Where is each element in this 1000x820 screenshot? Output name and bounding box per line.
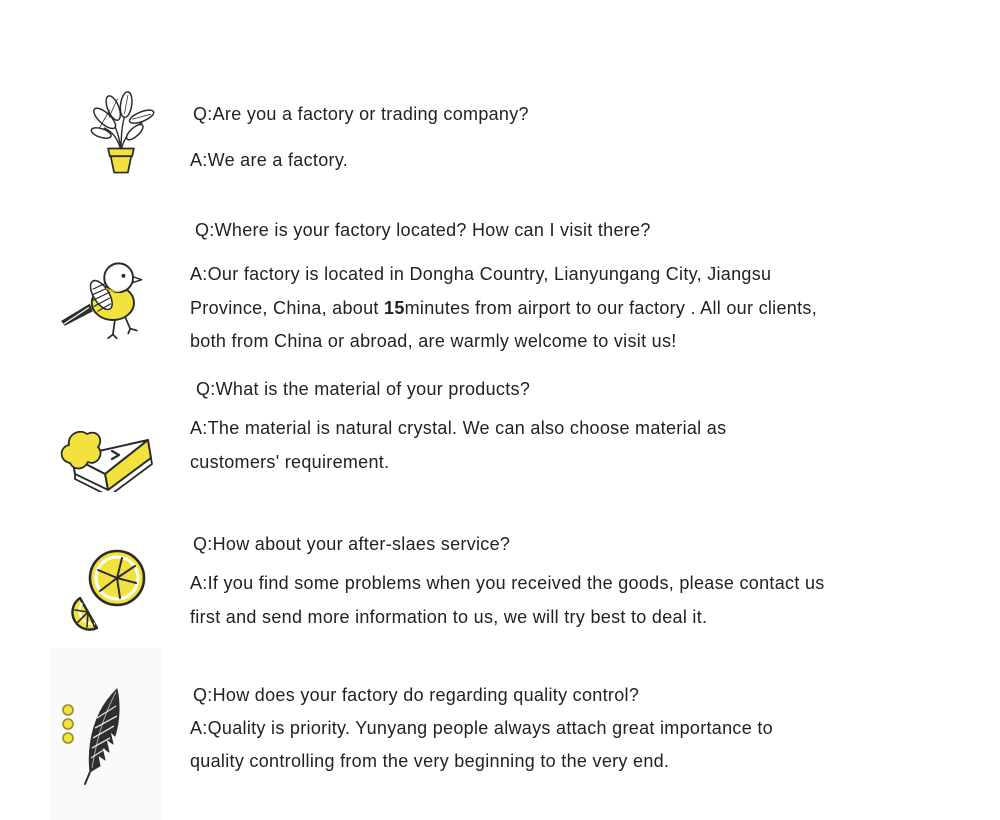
faq-question: Q:What is the material of your products? <box>196 379 531 399</box>
cake-slice-icon <box>50 402 162 492</box>
faq-question: Q:How about your after-slaes service? <box>193 534 511 554</box>
faq-answer-line: both from China or abroad, are warmly welcome to visit us! <box>190 331 677 351</box>
faq-question: Q:Where is your factory located? How can I visit there? <box>195 220 651 240</box>
faq-question: Q:How does your factory do regarding quality control? <box>193 685 640 705</box>
faq-answer-line: A:If you find some problems when you received the goods, please contact us <box>190 573 825 593</box>
answer-text: minutes from airport to our factory . All our clients, <box>404 298 817 318</box>
potted-plant-icon <box>78 90 164 176</box>
faq-answer-line <box>190 295 817 321</box>
faq-answer-line: A:We are a factory. <box>190 150 349 170</box>
faq-question: Q:Are you a factory or trading company? <box>193 104 529 124</box>
bird-icon <box>56 248 164 344</box>
feather-icon <box>52 680 152 788</box>
faq-answer-line: A:Our factory is located in Dongha Country, Lianyungang City, Jiangsu <box>190 264 772 284</box>
faq-answer-line: customers' requirement. <box>190 452 390 472</box>
lemon-slices-icon <box>60 548 164 644</box>
answer-text: Province, China, about <box>190 298 385 318</box>
faq-answer-line: first and send more information to us, we will try best to deal it. <box>190 607 708 627</box>
faq-answer-line: A:The material is natural crystal. We can also choose material as <box>190 418 727 438</box>
answer-bold-number: 15 <box>384 298 405 318</box>
faq-answer-line: A:Quality is priority. Yunyang people always attach great importance to <box>190 718 773 738</box>
faq-answer-line: quality controlling from the very beginning to the very end. <box>190 751 670 771</box>
